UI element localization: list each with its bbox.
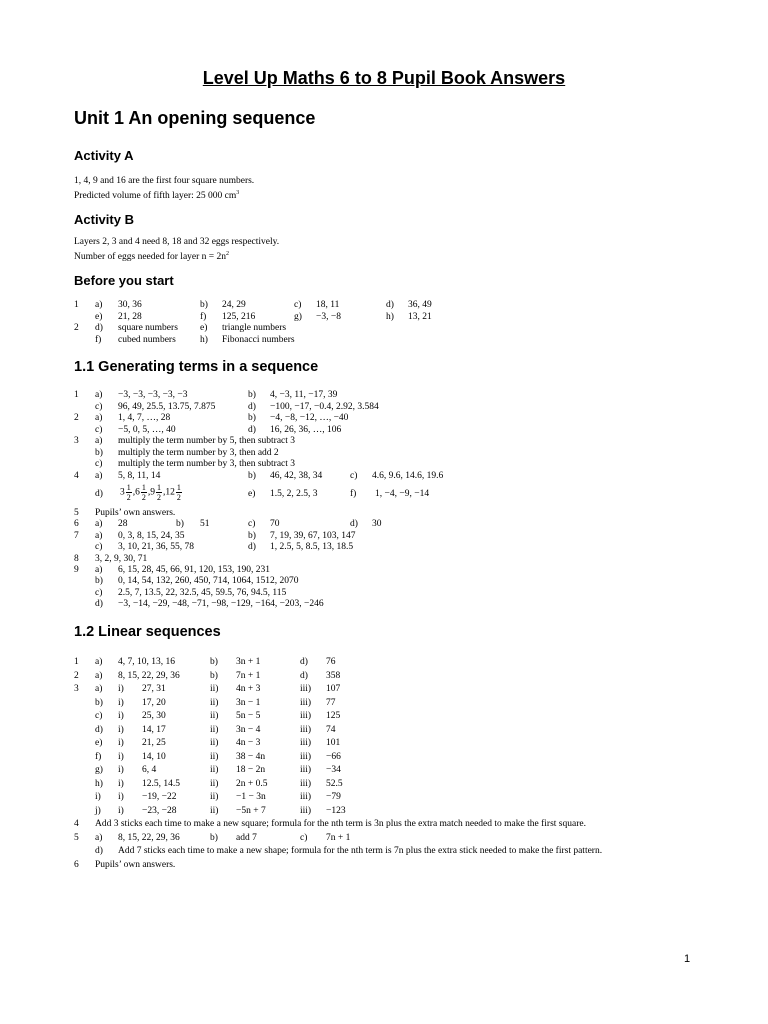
answer-cell: 8	[74, 553, 79, 564]
answer-row	[0, 765, 768, 776]
answer-cell: 8, 15, 22, 29, 36	[118, 832, 180, 843]
answer-cell: a)	[95, 565, 103, 575]
answer-cell: i)	[118, 765, 124, 775]
answer-cell: iii)	[300, 805, 312, 816]
answer-cell: 13, 21	[408, 311, 432, 322]
answer-cell: ii)	[210, 805, 219, 816]
answer-cell: d)	[95, 724, 103, 735]
answer-cell: square numbers	[118, 323, 178, 333]
answer-cell: 17, 20	[142, 697, 166, 708]
answer-cell: ii)	[210, 778, 219, 789]
answer-cell: iii)	[300, 792, 312, 802]
answer-cell: i)	[95, 792, 101, 802]
activity-b-text	[74, 236, 279, 263]
answer-cell: f)	[95, 334, 102, 345]
answer-cell: 51	[200, 519, 210, 530]
answer-cell: −19, −22	[142, 792, 177, 802]
answer-cell: 1, 2.5, 5, 8.5, 13, 18.5	[270, 542, 354, 553]
answer-cell: i)	[118, 724, 124, 735]
answer-row	[0, 684, 768, 695]
answer-cell: −4, −8, −12, …, −40	[270, 413, 349, 423]
answer-cell: 30, 36	[118, 300, 142, 310]
activity-b-line1: Layers 2, 3 and 4 need 8, 18 and 32 eggs respectively.	[74, 237, 280, 247]
answer-cell: 25, 30	[142, 711, 166, 721]
answer-cell: 36, 49	[408, 300, 432, 310]
answer-cell: −5, 0, 5, …, 40	[118, 424, 176, 435]
answer-cell: a)	[95, 519, 103, 530]
answer-cell: 4, −3, 11, −17, 39	[270, 390, 338, 400]
answer-row	[0, 671, 768, 682]
answer-cell: 1	[74, 300, 79, 310]
activity-a-line2: Predicted volume of fifth layer: 25 000 cm	[74, 191, 237, 202]
q4d-whole-3: ,9	[147, 487, 155, 498]
answer-cell: 96, 49, 25.5, 13.75, 7.875	[118, 401, 216, 412]
answer-cell: 1	[74, 657, 79, 667]
answer-cell: g)	[294, 311, 302, 322]
before-you-start-heading: Before you start	[74, 273, 174, 288]
answer-cell: b)	[248, 413, 256, 423]
answer-cell: 38 − 4n	[236, 751, 266, 762]
answer-cell: Add 3 sticks each time to make a new square; formula for the nth term is 3n plus the extra match needed to make the first square.	[95, 819, 586, 829]
answer-cell: c)	[350, 470, 358, 481]
answer-cell: 74	[326, 724, 336, 735]
answer-row	[0, 588, 768, 599]
answer-cell: iii)	[300, 751, 312, 762]
answer-cell: 7	[74, 530, 79, 541]
answer-cell: 24, 29	[222, 300, 246, 310]
answer-cell: 12.5, 14.5	[142, 778, 180, 789]
answer-cell: 5	[74, 508, 79, 518]
answer-cell: 4n + 3	[236, 684, 261, 694]
question-4d-row	[0, 483, 768, 507]
answer-cell: add 7	[236, 832, 257, 843]
document-title: Level Up Maths 6 to 8 Pupil Book Answers	[202, 68, 566, 88]
answer-cell: 21, 25	[142, 738, 166, 748]
answer-cell: 0, 3, 8, 15, 24, 35	[118, 530, 185, 541]
answer-cell: a)	[95, 684, 103, 694]
answer-cell: 27, 31	[142, 684, 166, 694]
answer-cell: 8, 15, 22, 29, 36	[118, 670, 180, 681]
q4d-whole-1: 3	[120, 487, 125, 498]
answer-cell: 101	[326, 738, 341, 748]
answer-row	[0, 738, 768, 749]
answer-cell: multiply the term number by 5, then subtract 3	[118, 436, 296, 446]
answer-cell: ii)	[210, 751, 219, 762]
answer-cell: 5	[74, 832, 79, 843]
answer-cell: b)	[210, 670, 218, 681]
answer-cell: a)	[95, 436, 103, 446]
answer-row	[0, 448, 768, 459]
unit-title: Unit 1 An opening sequence	[74, 108, 316, 128]
answer-row	[0, 436, 768, 447]
activity-a-sup: 3	[236, 190, 240, 196]
answer-row	[0, 323, 768, 334]
answer-row	[0, 819, 768, 830]
answer-cell: i)	[118, 711, 124, 721]
answer-cell: d)	[300, 670, 308, 681]
answer-cell: 107	[326, 684, 341, 694]
answer-row	[0, 402, 768, 413]
half-fraction: $\frac{1}{2}$	[141, 483, 146, 502]
answer-cell: e)	[95, 738, 103, 748]
answer-cell: a)	[95, 390, 103, 400]
answer-cell: 3, 10, 21, 36, 55, 78	[118, 542, 194, 553]
activity-a-line1: 1, 4, 9 and 16 are the first four square numbers.	[74, 176, 255, 186]
answer-cell: iii)	[300, 765, 312, 775]
answer-cell: Add 7 sticks each time to make a new shape; formula for the nth term is 7n plus the extra stick needed to make the first pattern.	[118, 846, 603, 856]
answer-row	[0, 752, 768, 763]
answer-cell: 52.5	[326, 778, 343, 789]
answer-cell: 46, 42, 38, 34	[270, 470, 323, 481]
answer-cell: c)	[95, 424, 103, 435]
answer-cell: −3, −8	[316, 311, 341, 322]
answer-cell: i)	[118, 697, 124, 708]
answer-cell: −100, −17, −0.4, 2.92, 3.584	[270, 401, 379, 412]
answer-cell: d)	[350, 519, 358, 530]
answer-cell: 3n + 1	[236, 657, 261, 667]
answer-cell: b)	[200, 300, 208, 310]
answer-cell: d)	[248, 401, 256, 412]
answer-cell: −123	[326, 805, 346, 816]
answer-cell: 125, 216	[222, 311, 256, 322]
answer-row	[0, 711, 768, 722]
answer-row	[0, 390, 768, 401]
q4d-whole-4: ,12	[163, 487, 175, 498]
answer-cell: 1, 4, 7, …, 28	[118, 413, 171, 423]
answer-row	[0, 471, 768, 482]
answer-cell: Pupils’ own answers.	[95, 859, 176, 870]
answer-cell: 3n − 1	[236, 697, 261, 708]
q4d-label: d)	[95, 489, 103, 499]
answer-cell: f)	[200, 311, 207, 322]
answer-cell: j)	[95, 805, 101, 816]
answer-cell: 7n + 1	[236, 670, 261, 681]
answer-row	[0, 599, 768, 610]
answer-cell: e)	[200, 323, 208, 333]
answer-cell: a)	[95, 470, 103, 481]
answer-cell: d)	[386, 300, 394, 310]
answer-row	[0, 576, 768, 587]
answer-cell: c)	[95, 711, 103, 721]
answer-cell: −79	[326, 792, 341, 802]
answer-cell: 21, 28	[118, 311, 142, 322]
answer-cell: 4	[74, 470, 79, 481]
answer-cell: 2	[74, 670, 79, 681]
answer-cell: Fibonacci numbers	[222, 334, 295, 345]
answer-row	[0, 300, 768, 311]
answer-row	[0, 657, 768, 668]
half-fraction: $\frac{1}{2}$	[126, 483, 131, 502]
answer-cell: ii)	[210, 724, 219, 735]
answer-cell: i)	[118, 792, 124, 802]
activity-a-text	[74, 175, 254, 202]
answer-cell: 28	[118, 519, 128, 530]
answer-cell: ii)	[210, 697, 219, 708]
answer-cell: ii)	[210, 738, 219, 748]
answer-cell: b)	[210, 832, 218, 843]
answer-cell: 125	[326, 711, 341, 721]
page-number: 1	[684, 953, 691, 965]
answer-cell: f)	[95, 751, 102, 762]
answer-cell: h)	[386, 311, 394, 322]
answer-cell: 18 − 2n	[236, 765, 266, 775]
answer-cell: 6	[74, 859, 79, 870]
q4f-text: 1, −4, −9, −14	[375, 489, 430, 499]
answer-cell: 5n − 5	[236, 711, 261, 721]
answer-cell: a)	[95, 832, 103, 843]
activity-b-sup: 2	[226, 251, 230, 257]
answer-cell: 16, 26, 36, …, 106	[270, 424, 342, 435]
answer-cell: i)	[118, 805, 124, 816]
answer-cell: 1	[74, 390, 79, 400]
answer-cell: 3	[74, 684, 79, 694]
answer-cell: b)	[95, 697, 103, 708]
q4d-mixed-numbers	[120, 483, 183, 502]
answer-row	[0, 779, 768, 790]
section-1-2-heading: 1.2 Linear sequences	[74, 624, 221, 640]
answer-cell: iii)	[300, 724, 312, 735]
answer-cell: 6	[74, 519, 79, 530]
answer-cell: c)	[294, 300, 302, 310]
answer-cell: a)	[95, 670, 103, 681]
answer-cell: −66	[326, 751, 341, 762]
answer-row	[0, 554, 768, 565]
answer-cell: d)	[95, 599, 103, 610]
answer-cell: 4n − 3	[236, 738, 261, 748]
answer-cell: 5, 8, 11, 14	[118, 470, 161, 481]
answer-cell: b)	[95, 447, 103, 458]
answer-cell: a)	[95, 530, 103, 541]
answer-cell: 70	[270, 519, 280, 530]
q4e-text: 1.5, 2, 2.5, 3	[270, 489, 318, 499]
answer-cell: 14, 17	[142, 724, 166, 735]
answer-cell: iii)	[300, 711, 312, 721]
answer-cell: b)	[248, 470, 256, 481]
answer-cell: 2	[74, 413, 79, 423]
answer-cell: 2	[74, 323, 79, 333]
answer-cell: 9	[74, 565, 79, 575]
answer-cell: 4, 7, 10, 13, 16	[118, 657, 175, 667]
answer-cell: 7, 19, 39, 67, 103, 147	[270, 530, 356, 541]
answer-row	[0, 833, 768, 844]
answer-cell: d)	[300, 657, 308, 667]
answer-cell: b)	[176, 519, 184, 530]
answer-cell: −1 − 3n	[236, 792, 266, 802]
section-1-1-heading: 1.1 Generating terms in a sequence	[74, 359, 319, 375]
answer-cell: 2n + 0.5	[236, 778, 268, 789]
answer-cell: −3, −3, −3, −3, −3	[118, 390, 188, 400]
q4f-label: f)	[350, 489, 357, 499]
answer-cell: iii)	[300, 738, 312, 748]
activity-a-heading: Activity A	[74, 148, 134, 163]
answer-cell: d)	[95, 846, 103, 856]
answer-cell: a)	[95, 657, 103, 667]
answer-cell: b)	[248, 530, 256, 541]
answer-cell: iii)	[300, 778, 312, 789]
answer-row	[0, 725, 768, 736]
answer-cell: g)	[95, 765, 103, 775]
answer-cell: −23, −28	[142, 805, 177, 816]
answer-cell: 4.6, 9.6, 14.6, 19.6	[372, 470, 444, 481]
answer-row	[0, 860, 768, 871]
answer-cell: d)	[248, 424, 256, 435]
answer-cell: 6, 15, 28, 45, 66, 91, 120, 153, 190, 231	[118, 565, 270, 575]
answer-cell: Pupils’ own answers.	[95, 508, 176, 518]
answer-cell: i)	[118, 684, 124, 694]
answer-cell: i)	[118, 778, 124, 789]
answer-cell: 7n + 1	[326, 832, 351, 843]
answer-cell: b)	[248, 390, 256, 400]
answer-cell: 3	[74, 436, 79, 446]
answer-cell: cubed numbers	[118, 334, 176, 345]
answer-cell: a)	[95, 300, 103, 310]
answer-row	[0, 413, 768, 424]
answer-cell: 4	[74, 819, 79, 829]
answer-cell: c)	[95, 401, 103, 412]
answer-cell: d)	[248, 542, 256, 553]
answer-cell: 3, 2, 9, 30, 71	[95, 553, 148, 564]
answer-cell: 358	[326, 670, 341, 681]
answer-row	[0, 806, 768, 817]
q4e-label: e)	[248, 489, 256, 499]
half-fraction: $\frac{1}{2}$	[176, 483, 181, 502]
answer-row	[0, 519, 768, 530]
answer-row	[0, 846, 768, 857]
answer-row	[0, 698, 768, 709]
answer-cell: c)	[95, 542, 103, 553]
answer-cell: iii)	[300, 684, 312, 694]
answer-cell: a)	[95, 413, 103, 423]
answer-row	[0, 425, 768, 436]
answer-cell: c)	[95, 587, 103, 598]
answer-row	[0, 565, 768, 576]
answer-cell: ii)	[210, 792, 219, 802]
answer-cell: ii)	[210, 765, 219, 775]
answer-cell: i)	[118, 738, 124, 748]
answer-cell: ii)	[210, 711, 219, 721]
answer-row	[0, 459, 768, 470]
answer-cell: −34	[326, 765, 341, 775]
half-fraction: $\frac{1}{2}$	[157, 483, 161, 502]
answer-cell: i)	[118, 751, 124, 762]
answer-row	[0, 335, 768, 346]
answer-row	[0, 508, 768, 519]
answer-cell: multiply the term number by 3, then add 2	[118, 447, 279, 458]
answer-cell: c)	[300, 832, 308, 843]
answer-cell: triangle numbers	[222, 323, 287, 333]
answer-cell: −3, −14, −29, −48, −71, −98, −129, −164, −203, −246	[118, 599, 324, 610]
answer-cell: 18, 11	[316, 300, 340, 310]
answer-cell: 3n − 4	[236, 724, 261, 735]
answer-cell: c)	[248, 519, 256, 530]
answer-cell: −5n + 7	[236, 805, 266, 816]
answer-cell: b)	[210, 657, 218, 667]
answer-cell: iii)	[300, 697, 312, 708]
answer-cell: c)	[95, 459, 103, 469]
activity-b-line2: Number of eggs needed for layer n = 2n	[74, 252, 227, 263]
answer-row	[0, 792, 768, 803]
activity-b-heading: Activity B	[74, 212, 134, 227]
answer-cell: h)	[95, 778, 103, 789]
answer-cell: multiply the term number by 3, then subtract 3	[118, 459, 296, 469]
answer-cell: e)	[95, 311, 103, 322]
answer-row	[0, 312, 768, 323]
answer-cell: 6, 4	[142, 765, 157, 775]
answer-cell: 0, 14, 54, 132, 260, 450, 714, 1064, 1512, 2070	[118, 576, 299, 587]
answer-cell: 14, 10	[142, 751, 166, 762]
q4d-whole-2: ,6	[132, 487, 140, 498]
answer-cell: h)	[200, 334, 208, 345]
answer-cell: b)	[95, 576, 103, 587]
answer-cell: ii)	[210, 684, 219, 694]
answer-cell: 2.5, 7, 13.5, 22, 32.5, 45, 59.5, 76, 94.5, 115	[118, 587, 287, 598]
answer-cell: 77	[326, 697, 336, 708]
answer-cell: 76	[326, 657, 336, 667]
answer-row	[0, 531, 768, 542]
answer-cell: d)	[95, 323, 103, 333]
answer-cell: 30	[372, 519, 382, 530]
answer-row	[0, 542, 768, 553]
